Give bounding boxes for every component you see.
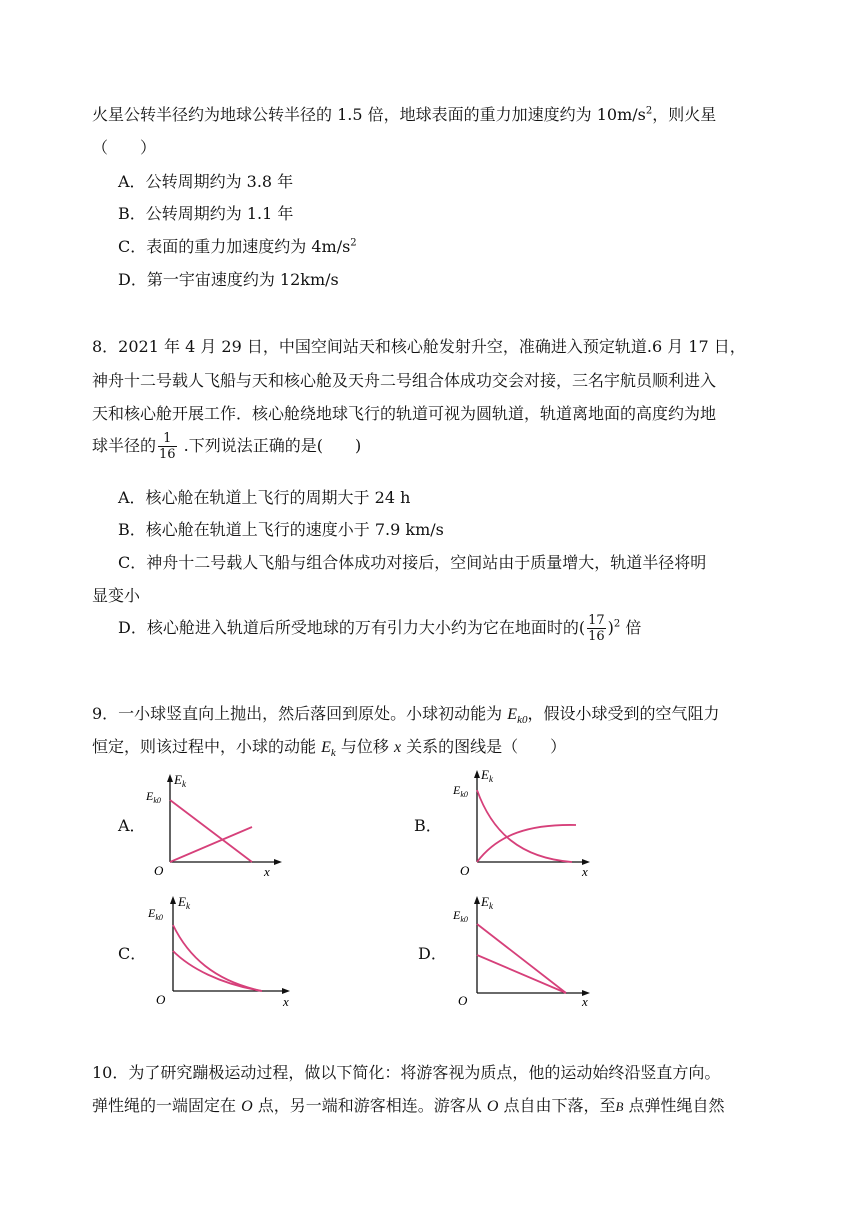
y-axis-arrow-icon — [474, 770, 480, 778]
origin-label: O — [458, 993, 468, 1008]
option-text: 表面的重力加速度约为 4m/s — [146, 237, 351, 256]
symbol-sub: k — [330, 747, 336, 760]
q9-stem-mid: 与位移 — [335, 737, 394, 756]
q7-stem-tail: ，则火星 — [652, 105, 717, 124]
option-label: A． — [118, 172, 146, 191]
curve-descent — [477, 825, 576, 862]
curve-ascent — [170, 800, 252, 862]
option-label: B． — [118, 204, 146, 223]
option-label: D． — [118, 270, 147, 289]
y-axis-arrow-icon — [474, 896, 480, 904]
fraction-denominator: 16 — [588, 629, 605, 644]
x-axis-label: x — [264, 864, 270, 879]
curve-descent — [477, 955, 566, 993]
q10-stem-mid: 点，另一端和游客相连。游客从 — [252, 1096, 487, 1115]
y-axis-arrow-icon — [170, 896, 176, 904]
y-axis-arrow-icon — [167, 774, 173, 782]
curve-descent — [170, 827, 252, 862]
option-sup: 2 — [350, 237, 357, 249]
curve-ascent — [477, 924, 566, 993]
q10-stem-line2 — [92, 1095, 725, 1118]
ek0-label: $E_{k0}$ — [148, 906, 163, 922]
q8-option-a[interactable]: A．核心舱在轨道上飞行的周期大于 24 h — [118, 488, 411, 507]
origin-label: O — [156, 992, 166, 1007]
symbol-o: O — [241, 1098, 253, 1115]
origin-label: O — [154, 863, 164, 878]
y-axis-label: $E_k$ — [481, 894, 493, 911]
q9-stem-text: 恒定，则该过程中，小球的动能 — [92, 737, 322, 756]
q9-option-c-label[interactable]: C． — [118, 944, 147, 963]
symbol-b: B — [615, 1099, 624, 1114]
symbol-sub: k0 — [517, 714, 528, 727]
symbol-x: x — [393, 739, 402, 756]
y-axis-label: $E_k$ — [174, 772, 186, 789]
q7-stem-text: 火星公转半径约为地球公转半径的 1.5 倍，地球表面的重力加速度约为 10m/s — [92, 105, 646, 124]
q8-stem-line2: 神舟十二号载人飞船与天和核心舱及天舟二号组合体成功交会对接，三名宇航员顺利进入 — [92, 371, 717, 390]
fraction-denominator: 16 — [159, 447, 176, 462]
q7-option-c[interactable] — [118, 236, 357, 258]
q10-stem-line1: 10．为了研究蹦极运动过程，做以下简化：将游客视为质点，他的运动始终沿竖直方向。 — [92, 1063, 721, 1082]
option-label: C． — [118, 237, 147, 256]
q8-option-c[interactable]: C．神舟十二号载人飞船与组合体成功对接后，空间站由于质量增大，轨道半径将明 — [118, 553, 707, 572]
x-axis-label: x — [582, 864, 588, 879]
q8-stem-text: 球半径的 — [92, 436, 157, 455]
option-text: 公转周期约为 1.1 年 — [145, 204, 294, 223]
q10-stem-tail: 点自由下落，至 — [498, 1096, 616, 1115]
curve-ascent — [173, 925, 262, 991]
q9-stem-tail: 关系的图线是（ ） — [401, 737, 567, 756]
q9-option-b-label[interactable]: B． — [414, 816, 442, 835]
q7-option-d[interactable] — [118, 269, 339, 291]
q7-option-a[interactable] — [118, 171, 293, 193]
q9-stem-line1 — [92, 703, 719, 731]
symbol-o: O — [486, 1098, 499, 1115]
option-text: D．核心舱进入轨道后所受地球的万有引力大小约为它在地面时的( — [118, 618, 586, 637]
q7-stem-line1 — [92, 104, 716, 126]
q10-stem-end: 点弹性绳自然 — [623, 1096, 725, 1115]
symbol-e: E — [321, 739, 331, 756]
option-sup: 2 — [613, 618, 621, 630]
curve-descent — [173, 951, 262, 991]
q7-sup: 2 — [645, 105, 653, 117]
graph-a[interactable] — [140, 768, 290, 880]
q9-stem-mid: ，假设小球受到的空气阻力 — [527, 704, 720, 723]
q7-option-b[interactable] — [118, 203, 293, 225]
origin-label: O — [460, 863, 470, 878]
fraction-1-16 — [158, 431, 177, 462]
symbol-e: E — [507, 706, 518, 723]
fraction-numerator: 1 — [158, 431, 177, 447]
x-axis-label: x — [582, 994, 588, 1009]
q8-stem-line3: 天和核心舱开展工作．核心舱绕地球飞行的轨道可视为圆轨道，轨道离地面的高度约为地 — [92, 404, 717, 423]
ek0-label: $E_{k0}$ — [453, 783, 468, 799]
paren-close: ) — [607, 618, 614, 637]
option-text: 第一宇宙速度约为 12km/s — [146, 270, 339, 289]
q8-stem-line4 — [92, 430, 361, 462]
fraction-17-16 — [587, 613, 606, 644]
y-axis-label: $E_k$ — [178, 894, 190, 911]
q9-option-a-label[interactable]: A． — [118, 816, 146, 835]
q7-answer-paren: （ ） — [92, 138, 157, 157]
q9-stem-line2 — [92, 736, 566, 764]
x-axis-arrow-icon — [274, 859, 282, 865]
q8-option-d[interactable] — [118, 612, 641, 644]
ek0-label: $E_{k0}$ — [146, 789, 161, 805]
q9-stem-text: 9．一小球竖直向上抛出，然后落回到原处。小球初动能为 — [92, 704, 508, 723]
q8-option-c-cont: 显变小 — [92, 586, 141, 605]
y-axis-label: $E_k$ — [481, 767, 493, 784]
option-text: 公转周期约为 3.8 年 — [145, 172, 294, 191]
ek0-label: $E_{k0}$ — [453, 908, 468, 924]
q9-option-d-label[interactable]: D． — [418, 944, 447, 963]
graph-d[interactable] — [450, 888, 600, 1010]
q8-stem-tail: .下列说法正确的是( ) — [178, 436, 362, 455]
q10-stem-text: 弹性绳的一端固定在 — [92, 1096, 242, 1115]
graph-c[interactable] — [140, 888, 300, 1010]
x-axis-label: x — [283, 994, 289, 1009]
q8-stem-line1: 8．2021 年 4 月 29 日，中国空间站天和核心舱发射升空，准确进入预定轨道.6 月 17 日， — [92, 337, 746, 356]
fraction-numerator: 17 — [588, 613, 605, 628]
option-tail: 倍 — [620, 618, 642, 637]
graph-b[interactable] — [450, 762, 600, 880]
q8-option-b[interactable]: B．核心舱在轨道上飞行的速度小于 7.9 km/s — [118, 520, 444, 539]
